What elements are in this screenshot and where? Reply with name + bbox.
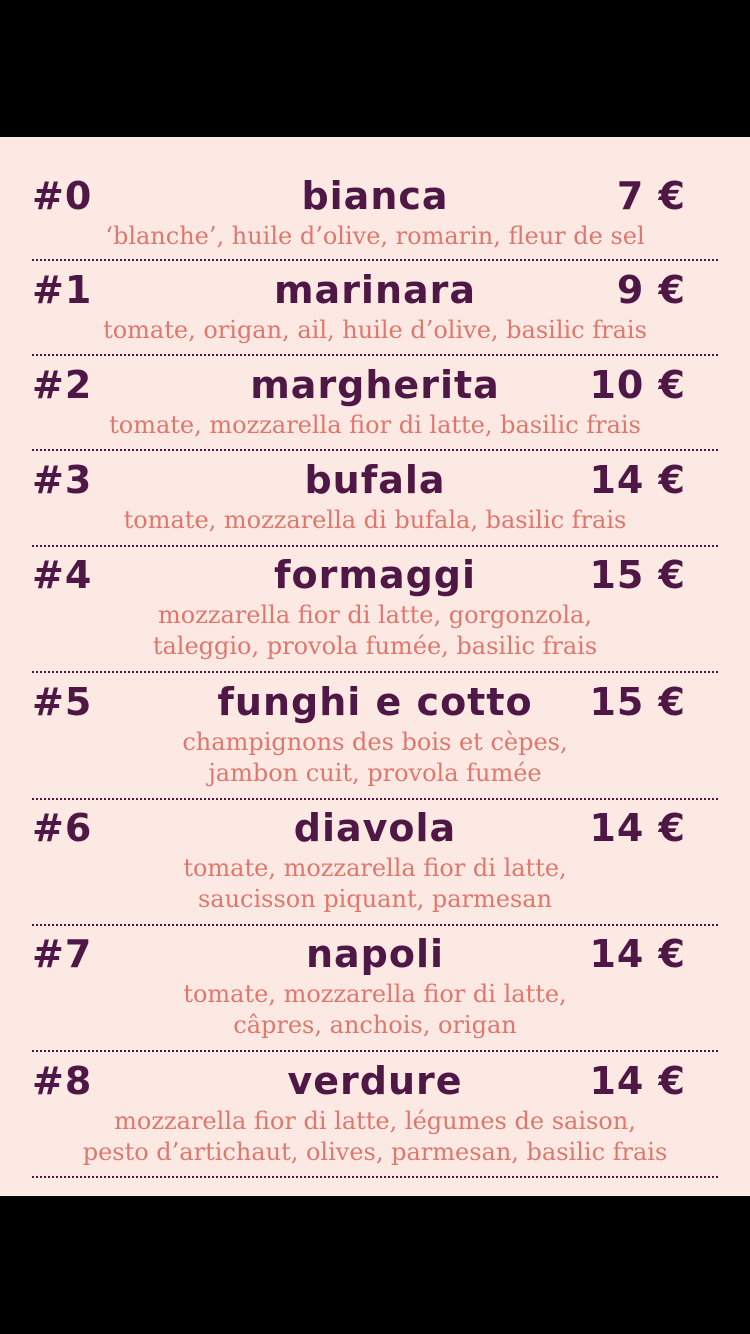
item-number: #1 bbox=[32, 268, 93, 312]
item-description-line: mozzarella fior di latte, légumes de saison, bbox=[114, 1107, 636, 1135]
item-description-line: jambon cuit, provola fumée bbox=[208, 759, 542, 787]
item-name: bufala bbox=[304, 458, 446, 502]
dotted-divider bbox=[32, 354, 718, 356]
item-number: #3 bbox=[32, 458, 93, 502]
item-name: formaggi bbox=[273, 553, 477, 597]
item-description-line: tomate, origan, ail, huile d’olive, basilic frais bbox=[103, 316, 647, 344]
item-price: 9 € bbox=[616, 268, 686, 312]
dotted-divider bbox=[32, 1176, 718, 1178]
item-name: verdure bbox=[287, 1059, 463, 1103]
bottom-black-bar bbox=[0, 1196, 750, 1334]
item-description-line: tomate, mozzarella fior di latte, bbox=[183, 980, 567, 1008]
item-description-line: tomate, mozzarella di bufala, basilic frais bbox=[123, 506, 627, 534]
item-description-line: tomate, mozzarella fior di latte, bbox=[183, 854, 567, 882]
item-number: #8 bbox=[32, 1059, 93, 1103]
item-number: #4 bbox=[32, 553, 93, 597]
dotted-divider bbox=[32, 545, 718, 547]
item-price: 14 € bbox=[589, 458, 686, 502]
item-name: bianca bbox=[301, 174, 449, 218]
item-name: napoli bbox=[305, 932, 445, 976]
item-number: #7 bbox=[32, 932, 93, 976]
item-name: diavola bbox=[293, 806, 457, 850]
item-name: margherita bbox=[250, 363, 500, 407]
item-name: marinara bbox=[273, 268, 477, 312]
item-number: #5 bbox=[32, 680, 93, 724]
item-description-line: ‘blanche’, huile d’olive, romarin, fleur de sel bbox=[105, 222, 645, 250]
pizza-menu-panel bbox=[0, 137, 750, 1196]
dotted-divider bbox=[32, 1050, 718, 1052]
item-price: 14 € bbox=[589, 806, 686, 850]
item-price: 14 € bbox=[589, 1059, 686, 1103]
item-description-line: pesto d’artichaut, olives, parmesan, basilic frais bbox=[82, 1138, 668, 1166]
item-price: 15 € bbox=[589, 553, 686, 597]
item-name: funghi e cotto bbox=[217, 680, 533, 724]
dotted-divider bbox=[32, 259, 718, 261]
item-description-line: câpres, anchois, origan bbox=[233, 1011, 517, 1039]
item-description-line: champignons des bois et cèpes, bbox=[182, 728, 568, 756]
dotted-divider bbox=[32, 924, 718, 926]
item-price: 10 € bbox=[589, 363, 686, 407]
item-price: 7 € bbox=[616, 174, 686, 218]
item-price: 15 € bbox=[589, 680, 686, 724]
item-price: 14 € bbox=[589, 932, 686, 976]
item-number: #6 bbox=[32, 806, 93, 850]
dotted-divider bbox=[32, 671, 718, 673]
item-number: #0 bbox=[32, 174, 93, 218]
top-black-bar bbox=[0, 0, 750, 137]
item-description-line: tomate, mozzarella fior di latte, basilic frais bbox=[109, 411, 641, 439]
item-description-line: mozzarella fior di latte, gorgonzola, bbox=[158, 601, 592, 629]
item-description-line: saucisson piquant, parmesan bbox=[197, 885, 553, 913]
dotted-divider bbox=[32, 798, 718, 800]
dotted-divider bbox=[32, 449, 718, 451]
item-description-line: taleggio, provola fumée, basilic frais bbox=[152, 632, 598, 660]
item-number: #2 bbox=[32, 363, 93, 407]
